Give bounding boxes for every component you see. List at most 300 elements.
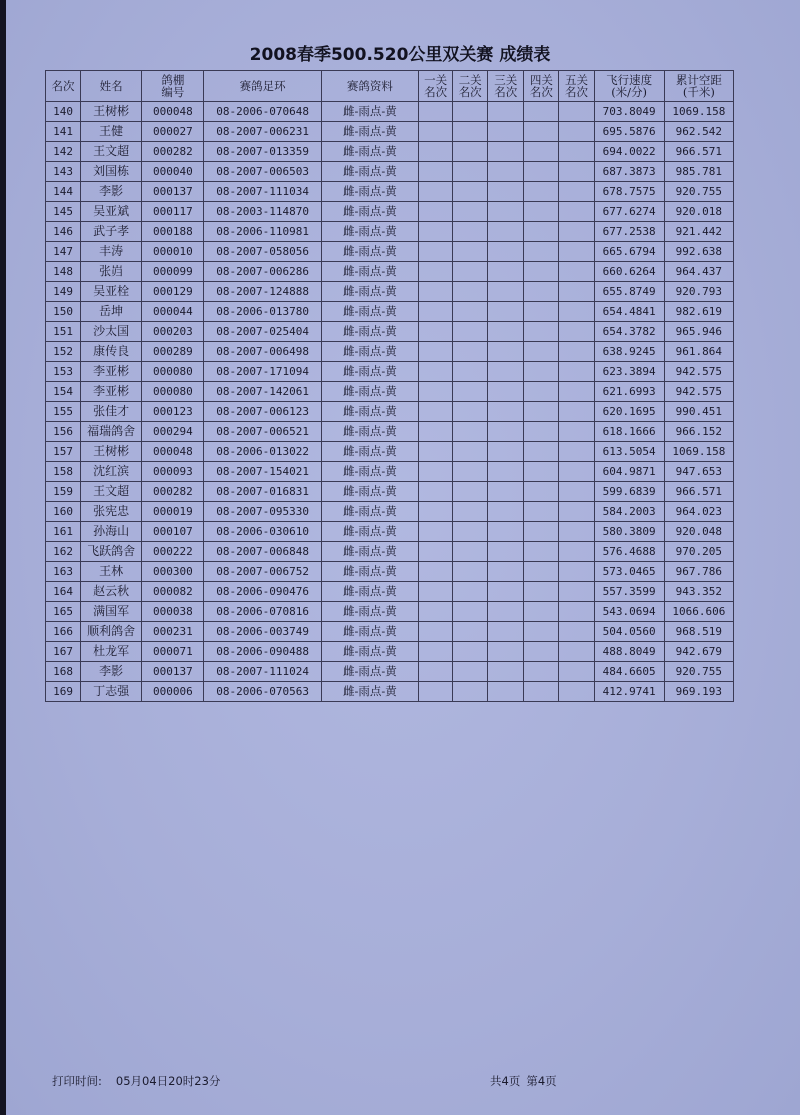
distance-cell: 985.781 [664,162,733,182]
distance-cell: 942.575 [664,382,733,402]
speed-cell: 618.1666 [594,422,664,442]
round1-cell [419,242,453,262]
rank-cell: 160 [46,502,81,522]
rank-cell: 168 [46,662,81,682]
col-round4: 四关 名次 [524,71,559,102]
round4-cell [524,562,559,582]
table-row [46,542,734,562]
round2-cell [453,322,488,342]
round3-cell [488,682,524,702]
round5-cell [559,242,594,262]
round5-cell [559,502,594,522]
round4-cell [524,382,559,402]
info-cell: 雌-雨点-黄 [321,282,418,302]
round5-cell [559,402,594,422]
round4-cell [524,582,559,602]
round3-cell [488,522,524,542]
loft-id-cell: 000044 [142,302,204,322]
name-cell: 吴亚斌 [81,202,142,222]
distance-cell: 921.442 [664,222,733,242]
info-cell: 雌-雨点-黄 [321,682,418,702]
table-body [46,102,734,702]
round1-cell [419,442,453,462]
table-row [46,502,734,522]
distance-cell: 992.638 [664,242,733,262]
round1-cell [419,362,453,382]
rank-cell: 144 [46,182,81,202]
round5-cell [559,542,594,562]
round5-cell [559,202,594,222]
distance-cell: 920.018 [664,202,733,222]
rank-cell: 151 [46,322,81,342]
speed-cell: 638.9245 [594,342,664,362]
round5-cell [559,182,594,202]
distance-cell: 1069.158 [664,442,733,462]
distance-cell: 968.519 [664,622,733,642]
table-row [46,182,734,202]
round5-cell [559,662,594,682]
round4-cell [524,142,559,162]
round1-cell [419,222,453,242]
ring-cell: 08-2006-013022 [204,442,321,462]
speed-cell: 488.8049 [594,642,664,662]
table-row [46,142,734,162]
speed-cell: 576.4688 [594,542,664,562]
name-cell: 孙海山 [81,522,142,542]
ring-cell: 08-2006-110981 [204,222,321,242]
ring-cell: 08-2007-006498 [204,342,321,362]
round3-cell [488,182,524,202]
round4-cell [524,302,559,322]
speed-cell: 694.0022 [594,142,664,162]
ring-cell: 08-2007-058056 [204,242,321,262]
round3-cell [488,442,524,462]
ring-cell: 08-2007-095330 [204,502,321,522]
info-cell: 雌-雨点-黄 [321,142,418,162]
ring-cell: 08-2006-070816 [204,602,321,622]
info-cell: 雌-雨点-黄 [321,382,418,402]
round2-cell [453,222,488,242]
loft-id-cell: 000137 [142,182,204,202]
name-cell: 顺利鸽舍 [81,622,142,642]
col-round1: 一关 名次 [419,71,453,102]
loft-id-cell: 000019 [142,502,204,522]
table-row [46,422,734,442]
ring-cell: 08-2007-111034 [204,182,321,202]
table-row [46,122,734,142]
speed-cell: 504.0560 [594,622,664,642]
loft-id-cell: 000203 [142,322,204,342]
distance-cell: 970.205 [664,542,733,562]
name-cell: 李影 [81,182,142,202]
round1-cell [419,602,453,622]
round5-cell [559,282,594,302]
round1-cell [419,502,453,522]
round5-cell [559,162,594,182]
round1-cell [419,542,453,562]
table-row [46,642,734,662]
name-cell: 沈红滨 [81,462,142,482]
ring-cell: 08-2007-006752 [204,562,321,582]
distance-cell: 920.793 [664,282,733,302]
round2-cell [453,382,488,402]
distance-cell: 966.152 [664,422,733,442]
ring-cell: 08-2007-124888 [204,282,321,302]
round4-cell [524,402,559,422]
loft-id-cell: 000123 [142,402,204,422]
loft-id-cell: 000071 [142,642,204,662]
table-row [46,242,734,262]
round5-cell [559,142,594,162]
name-cell: 李影 [81,662,142,682]
rank-cell: 148 [46,262,81,282]
round2-cell [453,422,488,442]
round4-cell [524,422,559,442]
rank-cell: 143 [46,162,81,182]
round5-cell [559,562,594,582]
current-page: 第4页 [526,1074,557,1088]
ring-cell: 08-2007-013359 [204,142,321,162]
loft-id-cell: 000027 [142,122,204,142]
speed-cell: 665.6794 [594,242,664,262]
round3-cell [488,322,524,342]
speed-cell: 412.9741 [594,682,664,702]
table-row [46,442,734,462]
round5-cell [559,362,594,382]
round4-cell [524,482,559,502]
table-row [46,302,734,322]
rank-cell: 153 [46,362,81,382]
distance-cell: 943.352 [664,582,733,602]
table-row [46,102,734,122]
table-row [46,202,734,222]
round2-cell [453,442,488,462]
round4-cell [524,162,559,182]
rank-cell: 140 [46,102,81,122]
loft-id-cell: 000129 [142,282,204,302]
table-row [46,682,734,702]
round1-cell [419,402,453,422]
round2-cell [453,102,488,122]
speed-cell: 677.2538 [594,222,664,242]
table-row [46,662,734,682]
distance-cell: 1066.606 [664,602,733,622]
round5-cell [559,622,594,642]
round4-cell [524,602,559,622]
distance-cell: 942.679 [664,642,733,662]
round3-cell [488,642,524,662]
table-row [46,462,734,482]
loft-id-cell: 000099 [142,262,204,282]
round1-cell [419,462,453,482]
round5-cell [559,522,594,542]
speed-cell: 599.6839 [594,482,664,502]
distance-cell: 964.023 [664,502,733,522]
info-cell: 雌-雨点-黄 [321,542,418,562]
round2-cell [453,282,488,302]
rank-cell: 152 [46,342,81,362]
info-cell: 雌-雨点-黄 [321,102,418,122]
scan-edge [0,0,6,1115]
round2-cell [453,642,488,662]
name-cell: 沙太国 [81,322,142,342]
rank-cell: 147 [46,242,81,262]
rank-cell: 154 [46,382,81,402]
round2-cell [453,662,488,682]
round1-cell [419,562,453,582]
round2-cell [453,602,488,622]
ring-cell: 08-2006-090488 [204,642,321,662]
round3-cell [488,282,524,302]
round1-cell [419,682,453,702]
rank-cell: 158 [46,462,81,482]
name-cell: 王文超 [81,482,142,502]
name-cell: 李亚彬 [81,382,142,402]
round5-cell [559,642,594,662]
round1-cell [419,582,453,602]
ring-cell: 08-2007-006286 [204,262,321,282]
loft-id-cell: 000080 [142,362,204,382]
round1-cell [419,342,453,362]
ring-cell: 08-2006-070563 [204,682,321,702]
table-row [46,322,734,342]
speed-cell: 660.6264 [594,262,664,282]
speed-cell: 621.6993 [594,382,664,402]
name-cell: 赵云秋 [81,582,142,602]
ring-cell: 08-2007-025404 [204,322,321,342]
distance-cell: 920.755 [664,662,733,682]
table-row [46,382,734,402]
round1-cell [419,122,453,142]
loft-id-cell: 000117 [142,202,204,222]
round4-cell [524,682,559,702]
round1-cell [419,422,453,442]
round2-cell [453,522,488,542]
round4-cell [524,262,559,282]
round1-cell [419,202,453,222]
name-cell: 飞跃鸽舍 [81,542,142,562]
loft-id-cell: 000093 [142,462,204,482]
rank-cell: 156 [46,422,81,442]
col-speed: 飞行速度 (米/分) [594,71,664,102]
loft-id-cell: 000231 [142,622,204,642]
round3-cell [488,462,524,482]
round5-cell [559,122,594,142]
rank-cell: 166 [46,622,81,642]
info-cell: 雌-雨点-黄 [321,522,418,542]
round4-cell [524,642,559,662]
results-table [45,70,734,702]
rank-cell: 164 [46,582,81,602]
ring-cell: 08-2006-003749 [204,622,321,642]
round1-cell [419,162,453,182]
round3-cell [488,482,524,502]
speed-cell: 677.6274 [594,202,664,222]
distance-cell: 942.575 [664,362,733,382]
round3-cell [488,662,524,682]
round5-cell [559,302,594,322]
loft-id-cell: 000038 [142,602,204,622]
ring-cell: 08-2006-090476 [204,582,321,602]
rank-cell: 155 [46,402,81,422]
loft-id-cell: 000048 [142,102,204,122]
round2-cell [453,262,488,282]
speed-cell: 655.8749 [594,282,664,302]
round4-cell [524,442,559,462]
round4-cell [524,202,559,222]
round1-cell [419,622,453,642]
round1-cell [419,282,453,302]
speed-cell: 543.0694 [594,602,664,622]
table-row [46,582,734,602]
round2-cell [453,542,488,562]
round3-cell [488,162,524,182]
speed-cell: 620.1695 [594,402,664,422]
col-loft: 鸽棚 编号 [142,71,204,102]
table-row [46,622,734,642]
speed-cell: 580.3809 [594,522,664,542]
loft-id-cell: 000294 [142,422,204,442]
round3-cell [488,362,524,382]
table-row [46,602,734,622]
name-cell: 杜龙军 [81,642,142,662]
round3-cell [488,262,524,282]
round3-cell [488,402,524,422]
info-cell: 雌-雨点-黄 [321,262,418,282]
rank-cell: 159 [46,482,81,502]
speed-cell: 557.3599 [594,582,664,602]
round4-cell [524,242,559,262]
round3-cell [488,562,524,582]
distance-cell: 990.451 [664,402,733,422]
round4-cell [524,542,559,562]
name-cell: 刘国栋 [81,162,142,182]
loft-id-cell: 000082 [142,582,204,602]
rank-cell: 165 [46,602,81,622]
round1-cell [419,262,453,282]
loft-id-cell: 000006 [142,682,204,702]
loft-id-cell: 000010 [142,242,204,262]
table-row [46,362,734,382]
round3-cell [488,122,524,142]
info-cell: 雌-雨点-黄 [321,322,418,342]
col-distance: 累计空距 (千米) [664,71,733,102]
round5-cell [559,102,594,122]
loft-id-cell: 000222 [142,542,204,562]
loft-id-cell: 000300 [142,562,204,582]
rank-cell: 149 [46,282,81,302]
info-cell: 雌-雨点-黄 [321,202,418,222]
round2-cell [453,162,488,182]
loft-id-cell: 000040 [142,162,204,182]
name-cell: 张岿 [81,262,142,282]
info-cell: 雌-雨点-黄 [321,302,418,322]
ring-cell: 08-2007-006848 [204,542,321,562]
ring-cell: 08-2007-142061 [204,382,321,402]
distance-cell: 964.437 [664,262,733,282]
info-cell: 雌-雨点-黄 [321,622,418,642]
round3-cell [488,622,524,642]
rank-cell: 142 [46,142,81,162]
round3-cell [488,242,524,262]
round1-cell [419,322,453,342]
col-round3: 三关 名次 [488,71,524,102]
round2-cell [453,342,488,362]
name-cell: 张宪忠 [81,502,142,522]
info-cell: 雌-雨点-黄 [321,442,418,462]
round1-cell [419,102,453,122]
round3-cell [488,502,524,522]
rank-cell: 163 [46,562,81,582]
loft-id-cell: 000107 [142,522,204,542]
col-round2: 二关 名次 [453,71,488,102]
page-title: 2008春季500.520公里双关赛 成绩表 [249,45,551,65]
rank-cell: 157 [46,442,81,462]
name-cell: 王文超 [81,142,142,162]
round3-cell [488,582,524,602]
ring-cell: 08-2003-114870 [204,202,321,222]
col-round5: 五关 名次 [559,71,594,102]
speed-cell: 687.3873 [594,162,664,182]
rank-cell: 169 [46,682,81,702]
round1-cell [419,382,453,402]
info-cell: 雌-雨点-黄 [321,662,418,682]
table-row [46,282,734,302]
round5-cell [559,322,594,342]
speed-cell: 678.7575 [594,182,664,202]
round2-cell [453,462,488,482]
distance-cell: 920.048 [664,522,733,542]
col-rank: 名次 [46,71,81,102]
print-time-value: 05月04日20时23分 [115,1074,221,1088]
name-cell: 岳坤 [81,302,142,322]
round2-cell [453,682,488,702]
round2-cell [453,362,488,382]
col-info: 赛鸽资料 [321,71,418,102]
round3-cell [488,302,524,322]
loft-id-cell: 000080 [142,382,204,402]
round1-cell [419,142,453,162]
distance-cell: 961.864 [664,342,733,362]
ring-cell: 08-2007-006503 [204,162,321,182]
round3-cell [488,222,524,242]
round1-cell [419,522,453,542]
rank-cell: 162 [46,542,81,562]
distance-cell: 962.542 [664,122,733,142]
speed-cell: 613.5054 [594,442,664,462]
round2-cell [453,402,488,422]
round5-cell [559,222,594,242]
ring-cell: 08-2007-111024 [204,662,321,682]
info-cell: 雌-雨点-黄 [321,462,418,482]
info-cell: 雌-雨点-黄 [321,402,418,422]
speed-cell: 604.9871 [594,462,664,482]
round5-cell [559,582,594,602]
ring-cell: 08-2007-006521 [204,422,321,442]
name-cell: 王树彬 [81,442,142,462]
info-cell: 雌-雨点-黄 [321,342,418,362]
print-time-label: 打印时间: [52,1074,102,1088]
round4-cell [524,622,559,642]
rank-cell: 145 [46,202,81,222]
round3-cell [488,542,524,562]
round5-cell [559,342,594,362]
distance-cell: 967.786 [664,562,733,582]
ring-cell: 08-2007-006231 [204,122,321,142]
info-cell: 雌-雨点-黄 [321,222,418,242]
round4-cell [524,662,559,682]
total-pages: 共4页 [490,1074,521,1088]
